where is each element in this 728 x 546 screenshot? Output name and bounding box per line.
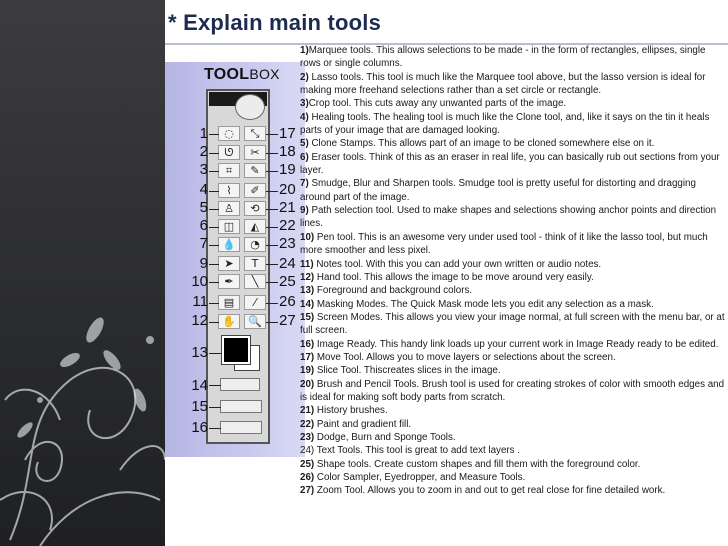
label-22: 22 [279, 217, 296, 234]
description-item: 4) Healing tools. The healing tool is much like the Clone tool, and, like it says on the tin it heals parts of your image that are damaged looking. [300, 111, 710, 137]
leader-line [266, 209, 278, 210]
notes-icon: ▤ [218, 295, 240, 310]
description-item: 13) Foreground and background colors. [300, 285, 473, 297]
blur-icon: 💧 [218, 237, 240, 252]
label-7: 7 [199, 235, 208, 252]
leader-line [209, 227, 219, 228]
label-14: 14 [191, 377, 208, 394]
toolbox-label-box: BOX [249, 66, 280, 82]
description-item: 27) Zoom Tool. Allows you to zoom in and out to get real close for fine detailed work. [300, 485, 666, 497]
label-2: 2 [199, 143, 208, 160]
leader-line [209, 407, 221, 408]
label-13: 13 [191, 344, 208, 361]
leader-line [266, 191, 278, 192]
leader-line [209, 191, 219, 192]
dodge-icon: ◔ [244, 237, 266, 252]
history-brush-icon: ⟲ [244, 201, 266, 216]
leader-line [209, 353, 221, 354]
description-item: 5) Clone Stamps. This allows part of an image to be cloned somewhere else on it. [300, 138, 655, 150]
label-26: 26 [279, 293, 296, 310]
floral-swirl-graphic [0, 0, 165, 546]
decorative-sidebar [0, 0, 165, 546]
label-10: 10 [191, 273, 208, 290]
description-item: 26) Color Sampler, Eyedropper, and Measure Tools. [300, 472, 526, 483]
leader-line [209, 385, 221, 386]
pencil-icon: ✐ [244, 183, 266, 198]
description-item: 20) Brush and Pencil Tools. Brush tool is used for creating strokes of color with smooth edges and is ideal for making soft body parts from scratch. [300, 378, 725, 403]
label-15: 15 [191, 398, 208, 415]
crop-icon: ⌗ [218, 163, 240, 178]
leader-line [209, 264, 219, 265]
label-5: 5 [199, 199, 208, 216]
description-item: 14) Masking Modes. The Quick Mask mode lets you edit any selection as a mask. [300, 298, 654, 310]
label-18: 18 [279, 143, 296, 160]
label-4: 4 [199, 181, 208, 198]
label-17: 17 [279, 125, 296, 142]
marquee-icon: ◌ [218, 126, 240, 141]
description-item: 2) Lasso tools. This tool is much like the Marquee tool above, but the lasso version is ideal for making more freehand selections rather than a set circle or rectangle. [300, 71, 706, 97]
description-item: 22) Paint and gradient fill. [300, 418, 412, 430]
label-11: 11 [192, 293, 208, 310]
imageready-button [220, 421, 262, 434]
masking-mode-buttons [220, 378, 260, 391]
label-19: 19 [279, 161, 296, 178]
description-item: 17) Move Tool. Allows you to move layers or selections about the screen. [300, 351, 616, 363]
description-item: 19) Slice Tool. Thiscreates slices in the image. [300, 365, 501, 377]
brush-icon: ✎ [244, 163, 266, 178]
leader-line [209, 303, 219, 304]
leader-line [266, 227, 278, 228]
leader-line [266, 153, 278, 154]
label-21: 21 [279, 199, 296, 216]
shape-icon: ╲ [244, 274, 266, 289]
leader-line [266, 322, 278, 323]
leader-line [266, 134, 278, 135]
healing-icon: ⌇ [218, 183, 240, 198]
label-6: 6 [199, 217, 208, 234]
pen-icon: ✒ [218, 274, 240, 289]
description-item: 9) Path selection tool. Used to make shapes and selections showing anchor points and direction lines. [300, 205, 717, 230]
path-selection-icon: ➤ [218, 256, 240, 271]
label-20: 20 [279, 181, 296, 198]
label-1: 1 [199, 125, 208, 142]
leader-line [209, 428, 221, 429]
lasso-icon: ᘎ [218, 145, 240, 160]
leader-line [209, 153, 219, 154]
eyedropper-icon: ⁄ [244, 295, 266, 310]
leader-line [266, 264, 278, 265]
description-item: 6) Eraser tools. Think of this as an eraser in real life, you can basically rub out sections from your layer. [300, 151, 720, 177]
paint-bucket-icon: ◭ [244, 219, 266, 234]
tool-descriptions [300, 44, 725, 498]
move-icon: ⤡ [244, 126, 266, 141]
leader-line [209, 134, 219, 135]
leader-line [209, 209, 219, 210]
leader-line [209, 282, 219, 283]
zoom-icon: 🔍 [244, 314, 266, 329]
clone-stamp-icon: ♙ [218, 201, 240, 216]
label-16: 16 [191, 419, 208, 436]
toolbox-label-bold: TOOL [204, 66, 250, 83]
label-24: 24 [279, 255, 296, 272]
slice-icon: ✂ [244, 145, 266, 160]
description-item: 25) Shape tools. Create custom shapes and fill them with the foreground color. [300, 458, 641, 470]
description-item: 12) Hand tool. This allows the image to be move around very easily. [300, 271, 594, 283]
hand-icon: ✋ [218, 314, 240, 329]
leader-line [209, 322, 219, 323]
description-item: 11) Notes tool. With this you can add your own written or audio notes. [300, 258, 602, 270]
description-item: 15) Screen Modes. This allows you view your image normal, at full screen with the menu bar, or at full screen. [300, 311, 725, 337]
leader-line [266, 303, 278, 304]
eye-logo-icon [235, 94, 265, 120]
description-item: 23) Dodge, Burn and Sponge Tools. [300, 431, 456, 443]
eraser-icon: ◫ [218, 219, 240, 234]
leader-line [209, 171, 219, 172]
leader-line [266, 245, 278, 246]
description-item: 21) History brushes. [300, 405, 388, 417]
leader-line [266, 171, 278, 172]
screen-mode-buttons [220, 400, 262, 413]
description-item: 10) Pen tool. This is an awesome very under used tool - think of it like the lasso tool, but much more smoother and less pixel. [300, 231, 708, 257]
text-icon: T [244, 256, 266, 271]
leader-line [266, 282, 278, 283]
description-item: 1)Marquee tools. This allows selections to be made - in the form of rectangles, ellipses, single rows or single columns. [300, 45, 706, 70]
slide-title: * Explain main tools [168, 10, 382, 35]
label-27: 27 [279, 312, 296, 329]
label-23: 23 [279, 235, 296, 252]
label-25: 25 [279, 273, 296, 290]
label-12: 12 [191, 312, 208, 329]
label-9: 9 [199, 255, 208, 272]
description-item: 16) Image Ready. This handy link loads up your current work in Image Ready ready to be edited. [300, 338, 719, 350]
description-item: 3)Crop tool. This cuts away any unwanted parts of the image. [300, 98, 567, 110]
toolbox-label [204, 66, 280, 84]
description-item: 7) Smudge, Blur and Sharpen tools. Smudge tool is pretty useful for distorting and dragging around part of the image. [300, 178, 696, 203]
leader-line [209, 245, 219, 246]
foreground-color-swatch [222, 336, 250, 364]
description-item: 24) Text Tools. This tool is great to add text layers . [300, 445, 521, 457]
label-3: 3 [199, 161, 208, 178]
